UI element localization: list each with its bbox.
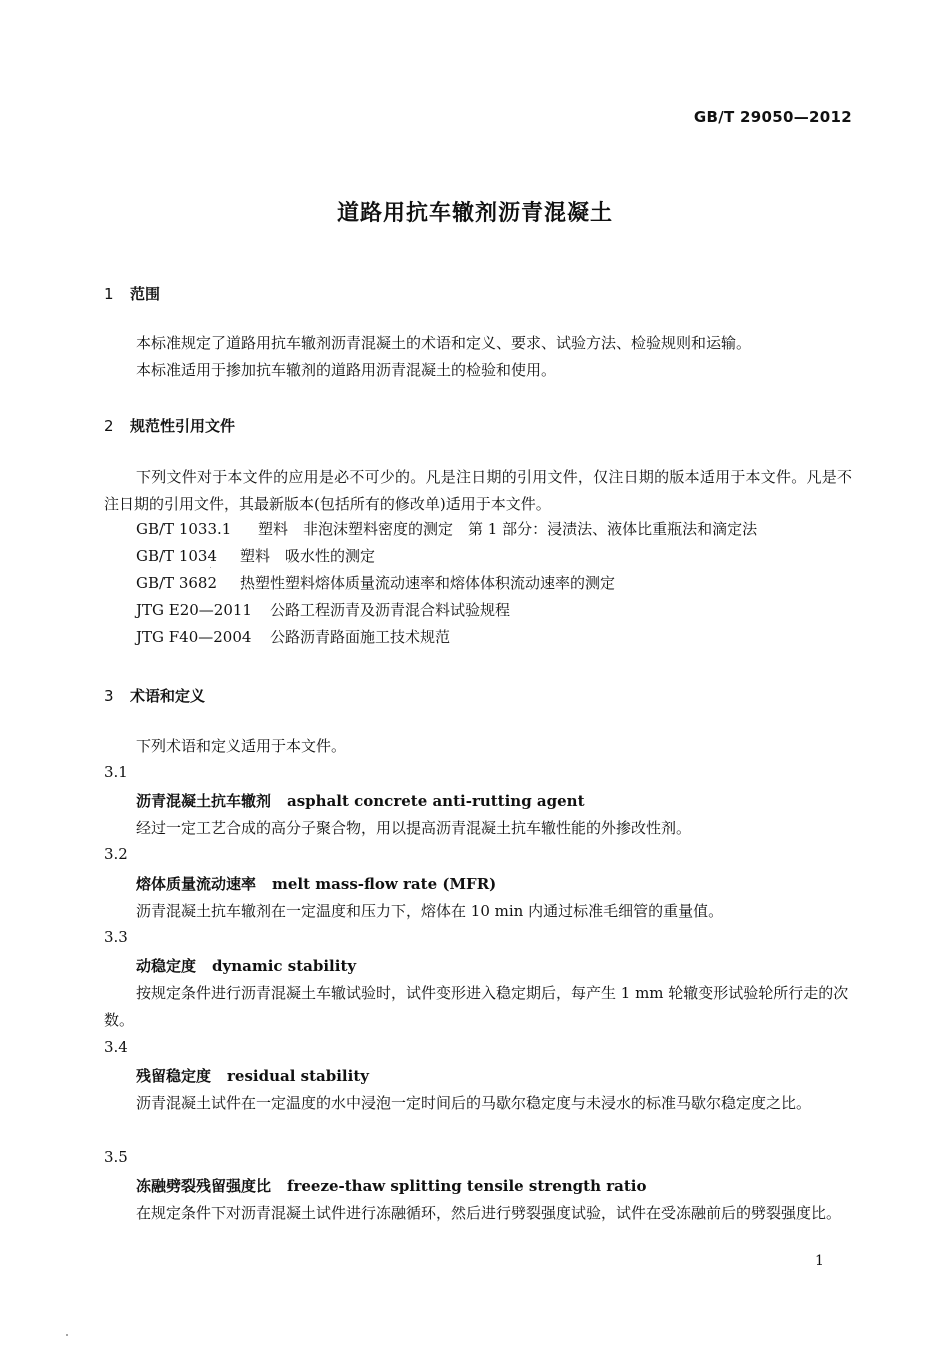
- term-chinese: 残留稳定度: [136, 1067, 212, 1085]
- section-number: 2: [104, 417, 114, 435]
- reference-name: 塑料 吸水性的测定: [240, 547, 376, 565]
- term-heading: [136, 873, 496, 894]
- term-english: dynamic stability: [212, 957, 357, 975]
- scan-speck: [66, 1334, 68, 1336]
- reference-name: 公路工程沥青及沥青混合料试验规程: [270, 601, 511, 619]
- section-number: 1: [104, 285, 114, 303]
- section-1-paragraph-2: 本标准适用于掺加抗车辙剂的道路用沥青混凝土的检验和使用。: [136, 361, 557, 379]
- page-number: 1: [815, 1253, 824, 1269]
- reference-item: [136, 599, 510, 620]
- term-heading: [136, 790, 585, 811]
- section-3-heading: [104, 685, 205, 706]
- term-definition: 沥青混凝土抗车辙剂在一定温度和压力下，熔体在 10 min 内通过标准毛细管的重量值。: [136, 902, 724, 920]
- term-number: 3.1: [104, 763, 128, 781]
- reference-code: GB/T 3682: [136, 574, 218, 592]
- standard-code: GB/T 29050—2012: [693, 108, 852, 126]
- reference-item: [136, 518, 757, 539]
- term-number: 3.4: [104, 1038, 128, 1056]
- reference-code: JTG F40—2004: [136, 628, 252, 646]
- section-3-intro: 下列术语和定义适用于本文件。: [136, 737, 347, 755]
- term-number: 3.5: [104, 1148, 128, 1166]
- term-heading: [136, 1175, 646, 1196]
- term-english: asphalt concrete anti-rutting agent: [287, 792, 585, 810]
- term-definition: 经过一定工艺合成的高分子聚合物，用以提高沥青混凝土抗车辙性能的外掺改性剂。: [136, 819, 692, 837]
- term-chinese: 熔体质量流动速率: [136, 875, 257, 893]
- section-title: 规范性引用文件: [130, 417, 236, 435]
- reference-item: [136, 545, 375, 566]
- term-definition: 在规定条件下对沥青混凝土试件进行冻融循环，然后进行劈裂强度试验，试件在受冻融前后的劈裂强度比。: [136, 1204, 842, 1222]
- reference-name: 塑料 非泡沫塑料密度的测定 第 1 部分：浸渍法、液体比重瓶法和滴定法: [258, 520, 758, 538]
- section-title: 术语和定义: [130, 687, 206, 705]
- term-definition: 沥青混凝土试件在一定温度的水中浸泡一定时间后的马歇尔稳定度与未浸水的标准马歇尔稳定度之比。: [136, 1094, 812, 1112]
- section-1-heading: [104, 283, 160, 304]
- document-title: 道路用抗车辙剂沥青混凝土: [336, 201, 613, 226]
- reference-code: GB/T 1033.1: [136, 520, 232, 538]
- reference-code: GB/T 1034: [136, 547, 218, 565]
- section-2-intro: 下列文件对于本文件的应用是必不可少的。凡是注日期的引用文件，仅注日期的版本适用于本文件。凡是不注日期的引用文件，其最新版本(包括所有的修改单)适用于本文件。: [104, 468, 852, 513]
- scan-speck: [210, 567, 211, 568]
- reference-name: 热塑性塑料熔体质量流动速率和熔体体积流动速率的测定: [240, 574, 616, 592]
- reference-code: JTG E20—2011: [136, 601, 252, 619]
- term-chinese: 动稳定度: [136, 957, 197, 975]
- term-english: residual stability: [227, 1067, 369, 1085]
- term-heading: [136, 1065, 369, 1086]
- section-number: 3: [104, 687, 114, 705]
- term-chinese: 冻融劈裂残留强度比: [136, 1177, 272, 1195]
- term-english: melt mass-flow rate (MFR): [272, 875, 497, 893]
- term-number: 3.3: [104, 928, 128, 946]
- term-chinese: 沥青混凝土抗车辙剂: [136, 792, 272, 810]
- term-number: 3.2: [104, 845, 128, 863]
- section-1-paragraph-1: 本标准规定了道路用抗车辙剂沥青混凝土的术语和定义、要求、试验方法、检验规则和运输。: [136, 334, 752, 352]
- term-heading: [136, 955, 356, 976]
- section-title: 范围: [130, 285, 161, 303]
- reference-item: [136, 626, 450, 647]
- term-definition: 按规定条件进行沥青混凝土车辙试验时，试件变形进入稳定期后，每产生 1 mm 轮辙变形试验轮所行走的次数。: [104, 984, 849, 1029]
- section-2-heading: [104, 415, 235, 436]
- reference-item: [136, 572, 615, 593]
- reference-name: 公路沥青路面施工技术规范: [270, 628, 451, 646]
- term-english: freeze-thaw splitting tensile strength ratio: [287, 1177, 647, 1195]
